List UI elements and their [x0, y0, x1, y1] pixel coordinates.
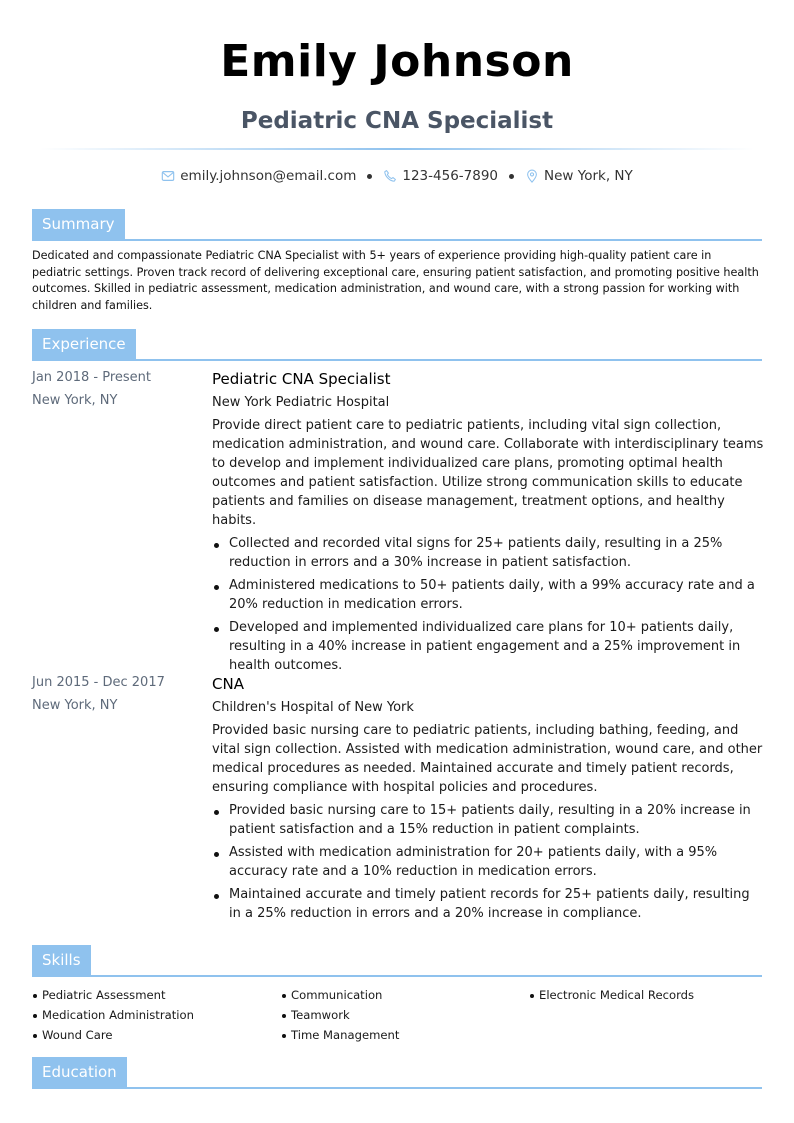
job-bullet: Administered medications to 50+ patients daily, with a 99% accuracy rate and a 20% reduction in medication errors. [212, 576, 764, 614]
skill-item: Teamwork [281, 1005, 399, 1025]
phone-text: 123-456-7890 [402, 168, 499, 184]
skills-column [529, 985, 694, 1005]
skill-item: Pediatric Assessment [32, 985, 194, 1005]
section-title: Experience [32, 329, 136, 359]
skills-section-header [32, 945, 762, 977]
skills-column [32, 985, 194, 1045]
section-rule [32, 975, 762, 977]
email-text: emily.johnson@email.com [180, 168, 357, 184]
contact-bar [0, 166, 794, 186]
job-company: New York Pediatric Hospital [212, 395, 390, 410]
contact-separator [367, 174, 372, 179]
job-description: Provide direct patient care to pediatric patients, including vital sign collection, medication administration, and wound care. Collaborate with interdisciplinary teams to develop and implement individualized care plans, promoting optimal health outcomes and patient satisfaction. Utilize strong communication skills to educate patients and families on disease management, treatment options, and healthy habits. [212, 418, 764, 528]
candidate-name: Emily Johnson [220, 36, 574, 87]
education-section-header [32, 1057, 762, 1089]
contact-email[interactable] [161, 168, 356, 184]
job-location: New York, NY [32, 698, 118, 713]
job-dates: Jan 2018 - Present [32, 370, 151, 385]
summary-text: Dedicated and compassionate Pediatric CNA Specialist with 5+ years of experience providing high-quality patient care in pediatric settings. Proven track record of delivering exceptional care, ensuring patient satisfaction, and promoting positive health outcomes. Skilled in pediatric assessment, medication administration, and wound care, with a strong passion for working with children and families. [32, 249, 759, 312]
location-pin-icon [525, 169, 539, 183]
section-title: Skills [32, 945, 91, 975]
job-bullet: Maintained accurate and timely patient records for 25+ patients daily, resulting in a 25% reduction in errors and a 20% increase in compliance. [212, 885, 764, 923]
experience-section-header [32, 329, 762, 361]
candidate-title: Pediatric CNA Specialist [240, 108, 554, 134]
phone-icon [383, 169, 397, 183]
skill-item: Wound Care [32, 1025, 194, 1045]
contact-separator [509, 174, 514, 179]
section-title: Education [32, 1057, 127, 1087]
section-rule [32, 1087, 762, 1089]
job-description: Provided basic nursing care to pediatric patients, including bathing, feeding, and vital sign collection. Assisted with medication administration, wound care, and other medical procedures as needed. Maintained accurate and timely patient records, ensuring compliance with hospital policies and procedures. [212, 723, 763, 795]
job-details [212, 675, 764, 927]
job-role: Pediatric CNA Specialist [212, 370, 391, 388]
job-bullet: Collected and recorded vital signs for 25+ patients daily, resulting in a 25% reduction in errors and a 30% increase in patient satisfaction. [212, 534, 764, 572]
skill-item: Medication Administration [32, 1005, 194, 1025]
job-dates: Jun 2015 - Dec 2017 [32, 675, 165, 690]
header-divider [40, 148, 754, 150]
skill-item: Communication [281, 985, 399, 1005]
section-title: Summary [32, 209, 125, 239]
job-location: New York, NY [32, 393, 118, 408]
skills-column [281, 985, 399, 1045]
job-bullet: Assisted with medication administration for 20+ patients daily, with a 95% accuracy rate and a 10% reduction in medication errors. [212, 843, 764, 881]
job-details [212, 370, 764, 679]
location-text: New York, NY [544, 168, 633, 184]
section-rule [32, 239, 762, 241]
skill-item: Time Management [281, 1025, 399, 1045]
job-bullet: Developed and implemented individualized care plans for 10+ patients daily, resulting in a 40% increase in patient engagement and a 25% improvement in health outcomes. [212, 618, 764, 675]
job-role: CNA [212, 675, 244, 693]
job-company: Children's Hospital of New York [212, 700, 414, 715]
job-bullet: Provided basic nursing care to 15+ patients daily, resulting in a 20% increase in patient satisfaction and a 15% reduction in patient complaints. [212, 801, 764, 839]
contact-phone[interactable] [383, 168, 498, 184]
contact-location [525, 168, 633, 184]
job-bullets [212, 801, 764, 923]
job-bullets [212, 534, 764, 675]
skill-item: Electronic Medical Records [529, 985, 694, 1005]
envelope-icon [161, 169, 175, 183]
section-rule [32, 359, 762, 361]
summary-section-header [32, 209, 762, 241]
